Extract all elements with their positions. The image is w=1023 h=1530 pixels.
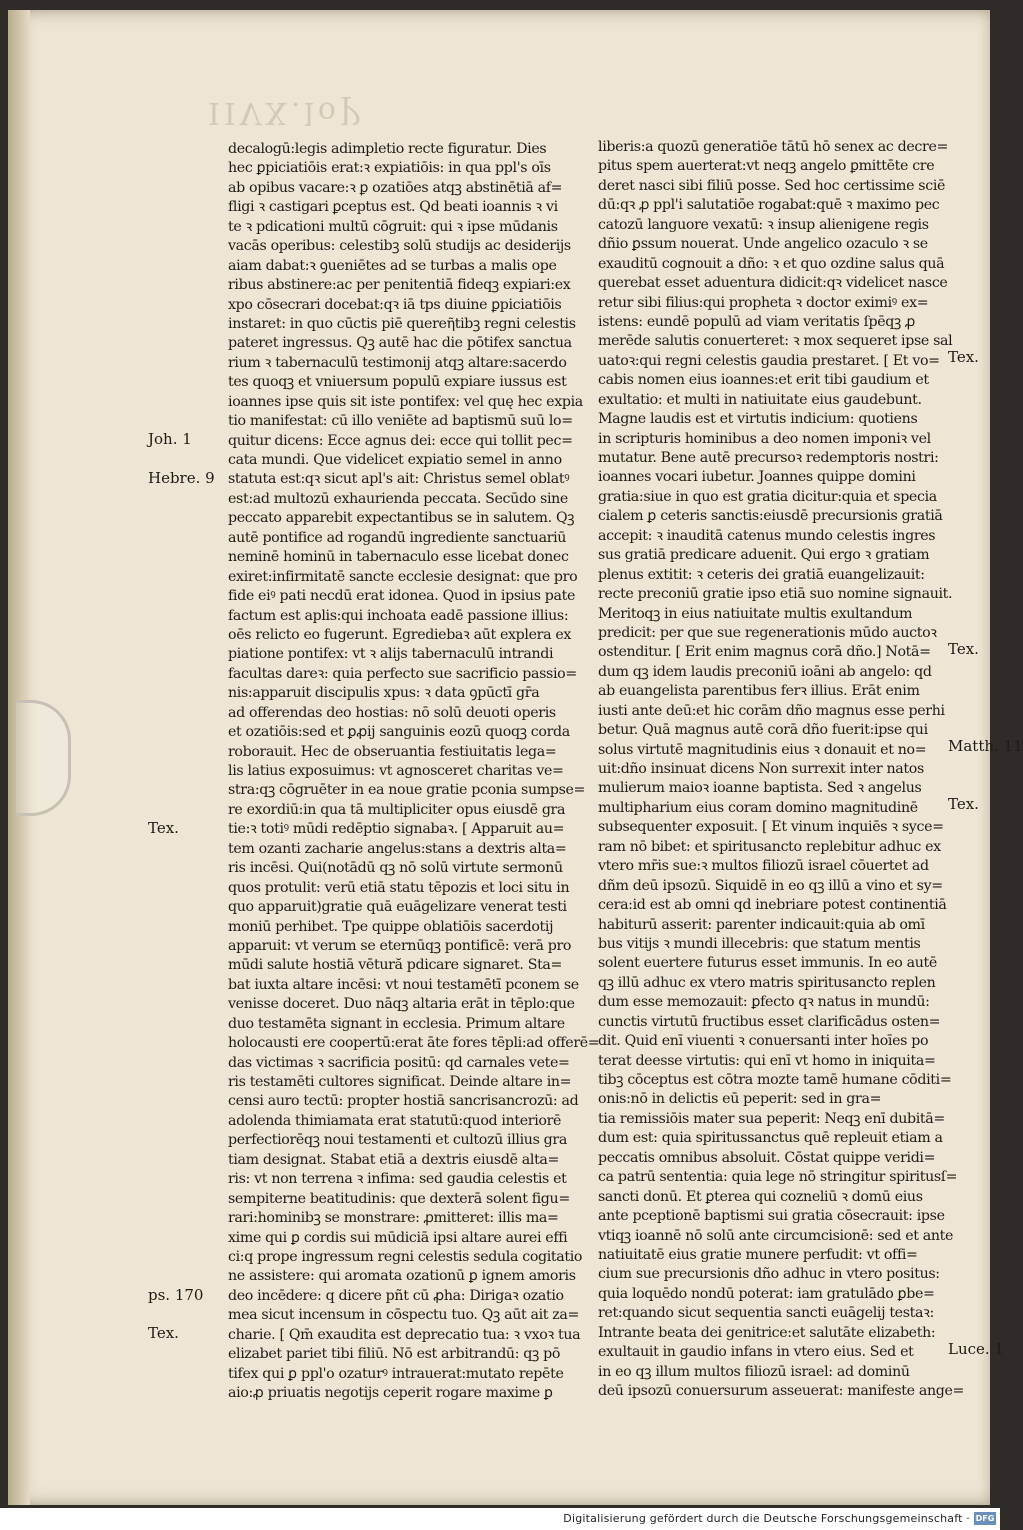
page-clip <box>16 700 71 816</box>
text-line: piatione pontifex: vt ꝛ alijs tabernaculū intrandi <box>228 646 554 663</box>
text-line: qꝫ illū adhuc ex vtero matris spiritusancto replen <box>598 974 936 991</box>
text-line: aiam dabat:ꝛ ꝯueniētes ad se turbas a malis ope <box>228 257 557 274</box>
text-line: sus gratiā predicare aduenit. Qui ergo ꝛ gratiam <box>598 547 930 564</box>
text-line: dum est: quia spiritussanctus quē repleuit etiam a <box>598 1130 943 1147</box>
text-line: quia loquēdo nondū poterat: iam gratulādo ꝑbe= <box>598 1285 935 1302</box>
text-line: ostenditur. [ Erit enim magnus corā dño.] Notā= <box>598 644 931 661</box>
text-line: tibꝫ cōceptus est cōtra mozte tamē humane cōditi= <box>598 1072 952 1088</box>
text-line: exultauit in gaudio infans in vtero eius. Sed et <box>598 1344 914 1361</box>
text-line: rari:hominibꝫ se monstrare: ꝓmitteret: illis ma= <box>228 1210 559 1227</box>
text-line: autē pontifice ad rogandū ingrediente sanctuariū <box>228 529 567 546</box>
text-line: recte preconiū gratie ipso etiā suo nomine signauit. <box>598 586 953 603</box>
footer-bar <box>0 1508 1000 1530</box>
text-line: uit:dño insinuat dicens Non surrexit inter natos <box>598 761 924 777</box>
text-line: moniū perhibet. Tpe quippe oblatiōis sacerdotij <box>228 918 554 935</box>
text-line: Intrante beata dei genitrice:et salutāte elizabeth: <box>598 1324 936 1341</box>
footer-credit: Digitalisierung gefördert durch die Deutsche Forschungsgemeinschaft · <box>563 1512 970 1525</box>
text-line: gratia:siue in quo est gratia dicitur:quia et specia <box>598 488 937 505</box>
text-line: pateret ingressus. Qꝫ autē hac die pōtifex sanctua <box>228 335 572 352</box>
text-line: plenus extitit: ꝛ ceteris dei gratiā euangelizauit: <box>598 566 925 583</box>
left-text-column <box>228 140 600 1403</box>
text-line: ca patrū sententia: quia lege nō stringitur spiritusſ= <box>598 1169 958 1186</box>
text-line: nis:apparuit discipulis xpus: ꝛ data ꝯpūctī gr̄a <box>228 685 540 702</box>
text-line: re exordiū:in qua tā multipliciter opus eiusdē gra <box>228 801 566 818</box>
text-line: dum esse memozauit: ꝑfecto qꝛ natus in mundū: <box>598 994 930 1011</box>
text-line: xpo cōsecrari docebat:qꝛ iā tps diuine ꝑpiciatiōis <box>228 296 562 313</box>
text-line: rium ꝛ tabernaculū testimonij atqꝫ altare:sacerdo <box>228 354 567 371</box>
text-line: lis latius exposuimus: vt agnosceret charitas ve= <box>228 763 564 779</box>
book-page <box>8 10 1023 1505</box>
text-line: quos protulit: verū etiā statu tēpozis et loci situ in <box>228 879 570 896</box>
text-line: ris testamēti cultores significat. Deinde altare in= <box>228 1074 572 1090</box>
dfg-logo: DFG <box>975 1514 995 1523</box>
text-line: facultas dareꝛ: quia perfecto sue sacrificio passio= <box>228 665 577 682</box>
text-line: pitus spem auerterat:vt neqꝫ angelo ꝑmittēte cre <box>598 158 935 175</box>
right-text-column <box>598 138 965 1401</box>
text-line: cera:id est ab omni qd inebriare potest continentiā <box>598 897 947 914</box>
text-line: cialem ꝑ ceteris sanctis:eiusdē precursionis gratiā <box>598 508 943 525</box>
text-line: oēs relicto eo fugerunt. Egrediebaꝛ aūt explera ex <box>228 626 572 643</box>
text-line: deū ipsozū conuersurum asseuerat: manifeste ange= <box>598 1383 965 1399</box>
text-line: peccato apparebit expectantibus se in salutem. Qꝫ <box>228 510 575 527</box>
text-line: ram nō bibet: et spiritusancto replebitur adhuc ex <box>598 838 941 855</box>
text-line: ioannes vocari iubetur. Joannes quippe domini <box>598 469 916 486</box>
text-line: cium sue precursionis dño adhuc in vtero positus: <box>598 1266 940 1283</box>
text-line: catozū languore vexatū: ꝛ insup alienigene regis <box>598 216 929 233</box>
text-line: tes quoqꝫ et vniuersum populū expiare iussus est <box>228 374 567 391</box>
text-line: ioannes ipse quis sit iste pontifex: vel quę hec expia <box>228 393 583 410</box>
text-line: cunctis virtutū fructibus esset clarificādus osten= <box>598 1013 941 1030</box>
text-line: stra:qꝫ cōgruēter in ea noue gratie pconia sumpse= <box>228 782 586 799</box>
text-line: ad offerendas deo hostias: nō solū deuoti operis <box>228 704 556 721</box>
text-line: holocausti ere coopertū:erat āte fores tēpli:ad offerē= <box>228 1035 600 1052</box>
text-line: charie. [ Qm̄ exaudita est deprecatio tua: ꝛ vxoꝛ tua <box>228 1326 581 1343</box>
text-line: ante pceptionē baptismi sui gratia cōsecrauit: ipse <box>598 1208 945 1225</box>
text-line: exiret:infirmitatē sancte ecclesie designat: que pro <box>228 568 578 585</box>
text-line: dñio ꝑssum nouerat. Unde angelico ozaculo ꝛ se <box>598 236 928 253</box>
text-line: neminē hominū in tabernaculo esse licebat donec <box>228 549 569 566</box>
text-line: roborauit. Hec de obseruantia festiuitatis lega= <box>228 743 557 760</box>
text-line: in eo qꝫ illum multos filiozū israel: ad dominū <box>598 1363 910 1380</box>
text-line: mea sicut incensum in cōspectu tuo. Qꝫ aūt ait za= <box>228 1307 580 1324</box>
text-line: mūdi salute hostiā vētură pdicare signaret. Sta= <box>228 957 563 974</box>
text-line: vacās operibus: celestibꝫ solū studijs ac desiderijs <box>228 238 571 255</box>
text-line: dñm deū ipsozū. Siquidē in eo qꝫ illū a vino et sy= <box>598 877 943 894</box>
text-line: uatoꝛ:qui regni celestis gaudia prestaret. [ Et vo= <box>598 352 940 369</box>
text-line: merēde salutis conuerteret: ꝛ mox sequeret ipse sal <box>598 333 953 350</box>
text-line: accepit: ꝛ inauditā catenus mundo celestis ingres <box>598 527 936 544</box>
text-line: quo apparuit)gratie quā euāgelizare venerat testi <box>228 899 567 916</box>
text-line: bat iuxta altare incēsi: vt noui testamētī pconem se <box>228 976 579 993</box>
text-line: adolenda thimiamata erat statutū:quod interiorē <box>228 1112 562 1129</box>
text-line: ris: vt non terrena ꝛ infima: sed gaudia celestis et <box>228 1171 567 1188</box>
text-line: bus vitijs ꝛ mundi illecebris: que statum mentis <box>598 935 921 952</box>
text-line: tiam designat. Stabat etiā a dextris eiusdē alta= <box>228 1151 560 1168</box>
text-line: duo testamēta signant in ecclesia. Primum altare <box>228 1015 565 1032</box>
text-line: cata mundi. Que videlicet expiatio semel in anno <box>228 452 562 468</box>
margin-note: Hebre. 9 <box>148 468 215 487</box>
text-line: querebat esset aduentura didicit:qꝛ videlicet nasce <box>598 275 948 292</box>
text-line: sempiterne beatitudinis: que dexterā solent figu= <box>228 1190 570 1207</box>
text-line: terat deesse virtutis: qui enī vt homo in iniquita= <box>598 1052 936 1069</box>
text-line: deo incēdere: q dicere pñt cū ꝓha: Dirigaꝛ ozatio <box>228 1287 564 1304</box>
text-line: hec ꝑpiciatiōis erat:ꝛ expiatiōis: in qua ppl's oīs <box>228 160 551 177</box>
text-line: exauditū cognouit a dño: ꝛ et quo ozdine salus quā <box>598 255 945 272</box>
text-line: fide eiꝰ pati necdū erat idonea. Quod in ipsius pate <box>228 588 576 605</box>
text-line: perfectiorēqꝫ noui testamenti et cultozū illius gra <box>228 1132 567 1149</box>
text-line: xime qui ꝑ cordis sui mūdiciā ipsi altare aurei effi <box>228 1229 568 1246</box>
margin-note: Tex. <box>948 639 979 658</box>
text-line: solus virtutē magnitudinis eius ꝛ donauit et no= <box>598 741 927 758</box>
text-line: das victimas ꝛ sacrificia positū: qd carnales vete= <box>228 1054 570 1071</box>
text-line: fligi ꝛ castigari ꝑceptus est. Qd beati ioannis ꝛ vi <box>228 199 558 216</box>
text-line: dit. Quid enī viuenti ꝛ conuersanti inter hoīes po <box>598 1033 929 1050</box>
margin-note: Tex. <box>148 1324 179 1343</box>
text-line: tie:ꝛ totiꝰ mūdi redēptio signabaꝛ. [ Apparuit au= <box>228 821 565 838</box>
text-line: elizabet pariet tibi filiū. Nō est arbitrandū: qꝫ pō <box>228 1346 561 1363</box>
text-line: ci:q prope ingressum regni celestis sedula cogitatio <box>228 1248 583 1265</box>
text-line: tifex qui ꝑ ppl'o ozaturꝰ intrauerat:mutato repēte <box>228 1365 564 1382</box>
text-line: Meritoqꝫ in eius natiuitate multis exultandum <box>598 605 913 622</box>
text-line: subsequenter exposuit. [ Et vinum inquiēs ꝛ syce= <box>598 819 944 836</box>
text-line: Magne laudis est et virtutis indicium: quotiens <box>598 411 918 428</box>
text-line: mutatur. Bene autē precursoꝛ redemptoris nostri: <box>598 450 939 466</box>
text-line: betur. Quā magnus autē corā dño fuerit:ipse qui <box>598 722 928 739</box>
text-line: iusti ante deū:et hic corām dño magnus esse perhi <box>598 702 945 719</box>
text-line: multipharium eius coram domino magnitudinē <box>598 799 918 816</box>
text-line: peccatis omnibus absoluit. Cōstat quippe veridi= <box>598 1149 936 1166</box>
text-line: natiuitatē eius gratie munere perfudit: vt offi= <box>598 1246 918 1263</box>
margin-note: Matth. 11 <box>948 736 1023 755</box>
text-line: istens: eundē populū ad viam veritatis ſpēqꝫ ꝓ <box>598 313 915 330</box>
margin-note: Tex. <box>948 795 979 814</box>
text-line: tio manifestat: cū illo veniēte ad baptismū suū lo= <box>228 413 573 430</box>
text-line: tem ozanti zacharie angelus:stans a dextris alta= <box>228 840 567 857</box>
text-line: te ꝛ pdicationi multū cōgruit: qui ꝛ ipse mūdanis <box>228 218 558 235</box>
text-line: aio:ꝓ priuatis negotijs ceperit rogare maxime ꝑ <box>228 1385 553 1401</box>
text-line: exultatio: et multi in natiuitate eius gaudebunt. <box>598 391 922 408</box>
text-line: liberis:a quozū generatiōe tātū hō senex ac decre= <box>598 139 949 155</box>
margin-note: Joh. 1 <box>148 429 192 448</box>
text-line: instaret: in quo cūctis piē quereῆtibꝫ regni celestis <box>228 315 576 332</box>
text-line: onis:nō in delictis eū peperit: sed in gra= <box>598 1091 882 1108</box>
text-line: ab euangelista parentibus ferꝛ illius. Erāt enim <box>598 683 920 700</box>
margin-note: Tex. <box>948 347 979 366</box>
text-line: ab opibus vacare:ꝛ ꝑ ozatiōes atqꝫ abstinētiā af= <box>228 179 563 196</box>
bleed-through-header: IIVX.loꝨ <box>208 95 487 130</box>
text-line: retur sibi filius:qui propheta ꝛ doctor eximiꝰ ex= <box>598 294 929 311</box>
text-line: deret nasci sibi filiū posse. Sed hoc certissime sciē <box>598 177 946 194</box>
text-line: in scripturis hominibus a deo nomen imponiꝛ vel <box>598 430 931 447</box>
text-line: mulierum maioꝛ ioanne baptista. Sed ꝛ angelus <box>598 780 922 797</box>
text-line: ret:quando sicut sequentia sancti euāgelij testaꝛ: <box>598 1305 934 1322</box>
text-line: solent euertere futurus esset immunis. In eo autē <box>598 955 937 972</box>
text-line: decalogū:legis adimpletio recte figuratur. Dies <box>228 141 547 157</box>
text-line: quitur dicens: Ecce agnus dei: ecce qui tollit pec= <box>228 432 573 449</box>
margin-note: Tex. <box>148 818 179 837</box>
margin-note: ps. 170 <box>148 1285 204 1304</box>
text-line: tia remissiōis mater sua peperit: Neqꝫ enī dubitā= <box>598 1110 945 1127</box>
text-line: vtero mr̄is sue:ꝛ multos filiozū israel cōuertet ad <box>598 858 929 875</box>
margin-note: Luce. 1 <box>948 1339 1004 1358</box>
text-line: dū:qꝛ ꝓ ppl'i salutatiōe rogabat:quē ꝛ maximo pec <box>598 197 940 214</box>
text-line: predicit: per que sue regenerationis mūdo auctoꝛ <box>598 624 937 641</box>
text-line: ris incēsi. Qui(notādū qꝫ nō solū virtute sermonū <box>228 860 563 877</box>
text-line: sancti donū. Et ꝑterea qui cozneliū ꝛ domū eius <box>598 1188 923 1205</box>
text-line: apparuit: vt verum se eternūqꝫ pontificē: verā pro <box>228 937 572 954</box>
text-line: factum est aplis:qui inchoata eadē passione illius: <box>228 607 569 624</box>
text-line: vtiqꝫ ioannē nō solū ante circumcisionē: sed et ante <box>598 1227 954 1244</box>
text-line: ribus abstinere:ac per penitentiā fideqꝫ expiari:ex <box>228 277 571 294</box>
text-line: cabis nomen eius ioannes:et erit tibi gaudium et <box>598 372 929 389</box>
text-line: censi auro tectū: propter hostiā sancrisancrozū: ad <box>228 1093 579 1110</box>
text-line: venisse doceret. Duo nāqꝫ altaria erāt in tēplo:que <box>228 996 575 1013</box>
text-line: est:ad multozū exhaurienda peccata. Secūdo sine <box>228 490 568 507</box>
text-line: habiturū asserit: parenter indicauit:quia ab omī <box>598 916 925 933</box>
text-line: statuta est:qꝛ sicut apl's ait: Christus semel oblatꝰ <box>228 471 570 488</box>
text-line: et ozatiōis:sed et ꝑꝓij sanguinis eozū quoqꝫ corda <box>228 724 570 741</box>
text-line: ne assistere: qui aromata ozationū ꝑ ignem amoris <box>228 1268 576 1285</box>
text-line: dum qꝫ idem laudis preconiū ioāni ab angelo: qd <box>598 663 932 680</box>
